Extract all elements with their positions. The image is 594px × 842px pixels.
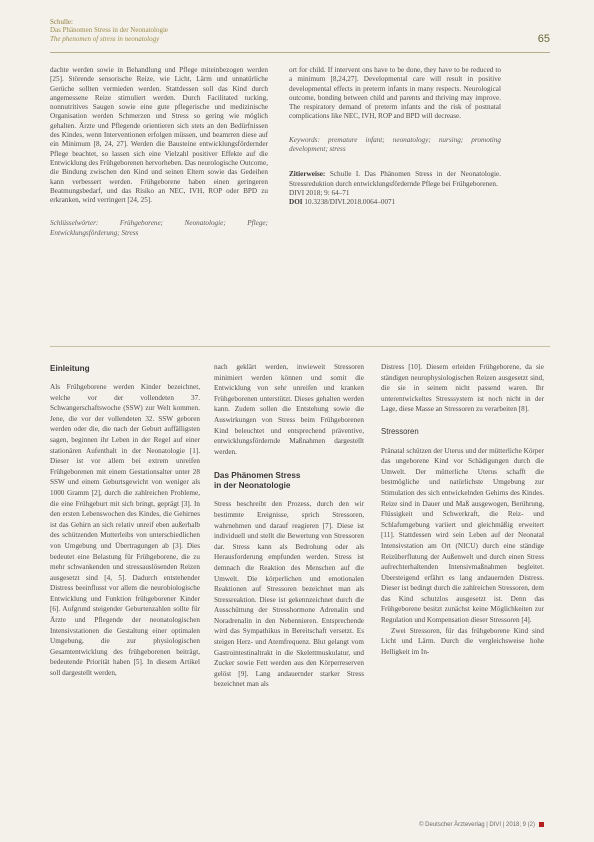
- stress-section-continued: Distress [10]. Diesem erleiden Frühgeborene, da sie ständigen neurophysiologischen Reizen ausgesetzt sind, die sie in seinem nicht passend waren. Ihr unterentwickeltes Stresssystem ist noch nicht in der Lage, diese Masse an Stressoren zu verarbeiten [8].: [381, 363, 544, 414]
- body-column-1: [50, 362, 200, 679]
- citation-journal: DIVI 2018; 9: 64–71: [289, 188, 350, 197]
- doi-label: DOI: [289, 198, 303, 207]
- footer-text: © Deutscher Ärzteverlag | DIVI | 2018; 9 (2): [419, 822, 535, 828]
- keywords-english: Keywords: premature infant; neonatology; nursing; promoting development; stress: [289, 135, 501, 154]
- abstract-divider: [50, 346, 550, 347]
- section-heading-einleitung: Einleitung: [50, 364, 90, 373]
- einleitung-text: Als Frühgeborene werden Kinder bezeichnet, welche vor der vollendeten 37. Schwangerschaftswoche (SSW) zur Welt kommen. Jene, die vor der vollendeten 32. SSW geboren werden oder die, die nach der Geburt auffälligsten sagen, beginnen ihr Leben in der Regel auf einer stationären Aufenthalt in der Neonatologie [1]. Dieser ist vor allem bei extrem unreifen Frühgeborenen mit einem Gestationsalter unter 28 SSW und einem Geburtsgewicht von weniger als 1000 Gramm [2], durch die zahlreichen Probleme, die eine Frühgeburt mit sich bringt, geprägt [3]. In den ersten Lebenswochen des Kindes, die Gehirnes ist das Gehirn an sich relativ unreif eben außerhalb des schützenden Mutterleibs von unterschiedlichen von Umgebung und Übertragungen ab [3]. Dies bedeutet eine Belastung für Frühgeborene, die zu mehr schwankenden und stressauslösenden Reizen ausgesetzt sind [4, 5]. Dadurch entstehender Distress beeinflusst vor allem die neurobiologische Entwicklung und Funktion frühgeborener Kinder [6]. Aufgrund steigender Geburtenzahlen sollte für Ärzte und Pflegende der neonatologischen Intensivstationen die Gestaltung einer optimalen Umgebung, die zur physiologischen Gesamtentwicklung des frühgeborenen beiträgt, bedeutende Priorität haben [5]. In diesem Artikel soll dargestellt werden,: [50, 383, 200, 678]
- citation-block: [289, 170, 501, 207]
- subsection-heading-stressoren: Stressoren: [381, 426, 419, 436]
- abstract-english: [289, 66, 501, 208]
- keywords-german: Schlüsselwörter: Frühgeborene; Neonatologie; Pflege; Entwicklungsförderung; Stress: [50, 219, 268, 237]
- page-number: 65: [537, 33, 550, 45]
- header-author: Schulle:: [50, 18, 73, 26]
- body-column-3: [381, 362, 544, 657]
- stressoren-text-2: Zwei Stressoren, für das frühgeborene Kind sind Licht und Lärm. Durch die vergleichsweise hohe Helligkeit im In-: [381, 626, 544, 656]
- doi-value[interactable]: 10.3238/DIVI.2018.0064–0071: [304, 198, 396, 207]
- header-divider: [50, 52, 550, 53]
- citation-text: Schulle I. Das Phänomen Stress in der Neonatologie. Stressreduktion durch entwicklungsfördernde Pflege bei Frühgeborenen.: [289, 170, 502, 188]
- section-heading-stress-line2: in der Neonatologie: [214, 481, 291, 491]
- stress-section-text: Stress beschreibt den Prozess, durch den wir bestimmte Ereignisse, sprich Stressoren, wahrnehmen und darauf reagieren [7]. Diese ist individuell und stellt die Bewertung von Stressoren dar. Stress kann als Bedrohung oder als Herausforderung empfunden werden. Stress ist demnach die Reaktion des Menschen auf die Umwelt. Die körperlichen und emotionalen Reaktionen auf Stressoren bezeichnet man als Stressreaktion. Diese ist gekennzeichnet durch die Ausschüttung der Stresshormone Adrenalin und Noradrenalin in den Nebennieren. Entsprechende wird das Sympathikus in Bereitschaft versetzt. Es steigen Herz- und Atemfrequenz. Blut gelangt vom Gastrointestinaltrakt in die Skelettmuskulatur, und Zucker sowie Fett werden aus den Körperreserven gelöst [9]. Lang andauernder starker Stress bezeichnet man als: [214, 500, 364, 689]
- body-column-2: [214, 362, 364, 690]
- header-title-en: The phenomen of stress in neonatology: [50, 34, 160, 43]
- abstract-english-text: ort for child. If intervent ons have to be done, they have to be reduced to a minimum [8,24,27]. Developmental care will result in positive developmental effects in preterm infants in many respects. Neurological outcome, bonding between child and parents and thriving may improve. The respiratory demand of preterm infants and the risk of postnatal complications like NEC, IVH, ROP and BPD will decrease.: [289, 66, 501, 121]
- abstract-german-text: dachte werden sowie in Behandlung und Pflege miteinbezogen werden [25]. Störende sensorische Reize, wie Licht, Lärm und unnatürliche Gerüche sollten vermieden werden. Stattdessen soll das Kind durch angemessene Reize stimuliert werden. Durch Facilitated tucking, nonnutritives Saugen sowie eine gute pflegerische und medizinische Organisation werden Schmerzen und Stress so gering wie möglich gehalten. Ärzte und Pflegende orientieren sich stets an den Bedürfnissen des Kindes, wenn Interventionen erfolgen müssen, und beamrren diese auf ein Minimum [8, 24, 27]. Werden die Bausteine entwicklungsfördernder Pflege beachtet, so lassen sich eine Vielzahl positiver Effekte auf die Entwicklung des Frühgeborenen hervorheben. Das neurologische Outcome, die Bindung zwischen den Kind und seinen Eltern sowie das Gedeihen kann verbessert werden. Frühgeborene haben einen geringeren Beatmungsbedarf, und das Risiko an NEC, IVH, ROP oder BPD zu erkranken, wird verringert [24, 25].: [50, 66, 268, 205]
- page-footer: [419, 822, 544, 828]
- citation-label: Zitierweise:: [289, 170, 326, 179]
- running-header: [50, 18, 550, 43]
- header-title-de: Das Phänomen Stress in der Neonatologie: [50, 26, 169, 35]
- section-heading-stress-line1: Das Phänomen Stress: [214, 471, 301, 481]
- footer-square-icon: [539, 822, 544, 827]
- stressoren-text: Pränatal schützen der Uterus und der mütterliche Körper das ungeborene Kind vor Schädigungen durch die Umwelt. Der mütterliche Uterus schafft die bestmögliche und natürlichste Umgebung zur Stimulation des sich entwickelnden Gehirns des Kindes. Reize sind in Dauer und Maß ausgewogen, Berührung, Flüssigkeit und Schwerkraft, die Reiz- und Schlafumgebung variiert und gleichmäßig erweitert [11]. Stattdessen wird sein Leben auf der Neonatal Intensivstation am Ort (NICU) durch eine ständige Reizüberflutung der Außenwelt und durch einen Stress aufrechterhaltenden Intensivmaßnahmen begleitet. Übersteigend erfährt es lang andauernden Distress. Dieser ist bedingt durch die zahlreichen Stressoren, dem das Kind schutzlos ausgesetzt ist. Denn das Frühgeborene besitzt zunächst keine Möglichkeiten zur Regulation und Kompensation dieser Stressoren [4].: [381, 446, 544, 625]
- section-heading-stress: [214, 471, 364, 491]
- abstract-german: [50, 66, 268, 238]
- einleitung-continued: nach geklärt werden, inwieweit Stressoren minimiert werden können und somit die Entwicklung von sehr unreifen und kranken Frühgeborenen unterstützt. Dieses gehalten werden kann. Zudem sollen die Entstehung sowie die Auswirkungen von Stress beim Frühgeborenen Kind beleuchtet und entsprechend präventive, entwicklungsfördernde Maßnahmen dargestellt werden.: [214, 363, 364, 456]
